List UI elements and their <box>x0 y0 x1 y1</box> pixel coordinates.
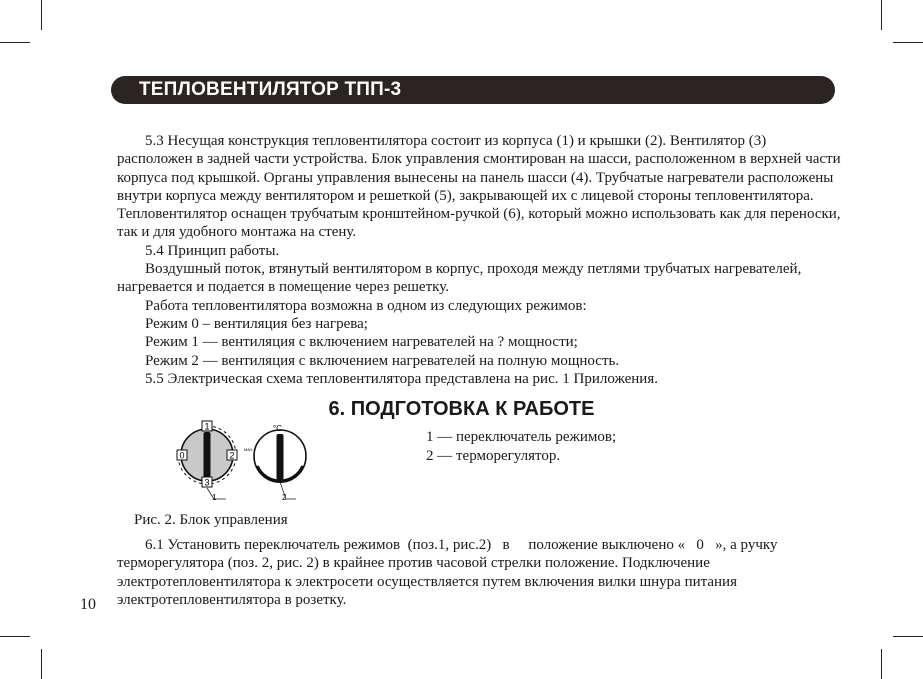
switch-label-2: 2 <box>229 450 235 461</box>
switch-position-1-label <box>202 421 212 432</box>
callout-1 <box>207 488 226 502</box>
paragraph-6-1: 6.1 Установить переключатель режимов (поз.1, рис.2) в положение выключено « 0 », а ручку терморегулятора (поз. 2, рис. 2) в крайнее против часовой стрелки положение. Подключение электротепловентилятора к электросети осуществляется путем включения вилки шнура питания электротепловентилятора в розетку. <box>117 537 782 608</box>
callout-2 <box>280 482 296 502</box>
crop-mark <box>893 636 923 637</box>
page-title: ТЕПЛОВЕНТИЛЯТОР ТПП-3 <box>139 79 402 100</box>
header-bar <box>111 76 835 104</box>
switch-label-0: 0 <box>179 450 185 461</box>
section-6-text <box>117 536 842 609</box>
crop-mark <box>881 649 882 679</box>
paragraph-modes-intro: Работа тепловентилятора возможна в одном из следующих режимов: <box>145 297 587 314</box>
thermoregulator-knob <box>244 424 306 482</box>
section-5-text <box>117 132 842 388</box>
figure-legend <box>426 428 616 466</box>
paragraph-5-5: 5.5 Электрическая схема тепловентилятора представлена на рис. 1 Приложения. <box>145 370 658 387</box>
crop-mark <box>41 0 42 30</box>
legend-item-2: 2 — терморегулятор. <box>426 448 561 464</box>
mode-0: Режим 0 – вентиляция без нагрева; <box>145 315 368 332</box>
callout-label-2: 2 <box>282 493 287 502</box>
switch-position-2-label <box>227 450 237 461</box>
paragraph-5-4: 5.4 Принцип работы. <box>145 242 280 259</box>
thermo-max-label: MAX <box>244 447 253 452</box>
crop-mark <box>0 42 30 43</box>
mode-2: Режим 2 — вентиляция с включением нагревателей на полную мощность. <box>145 352 620 369</box>
mode-1: Режим 1 — вентиляция с включением нагревателей на ? мощности; <box>145 334 578 351</box>
paragraph-airflow: Воздушный поток, втянутый вентилятором в корпус, проходя между петлями трубчатых нагревателей, нагревается и подается в помещение через решетку. <box>117 261 802 296</box>
switch-label-1: 1 <box>204 421 210 432</box>
paragraph-5-3: 5.3 Несущая конструкция тепловентилятора состоит из корпуса (1) и крышки (2). Вентилятор (3) расположен в задней части устройства. Блок управления смонтирован на шасси, расположенном в верхней части корпуса под крышкой. Органы управления вынесены на панель шасси (4). Трубчатые нагреватели расположены внутри корпуса между вентилятором и решеткой (5), закрывающей их с лицевой стороны тепловентилятора. Тепловентилятор оснащен трубчатым кронштейном-ручкой (6), который можно использовать как для переноски, так и для удобного монтажа на стену. <box>117 133 841 241</box>
figure-caption: Рис. 2. Блок управления <box>134 512 288 528</box>
crop-mark <box>881 0 882 30</box>
switch-position-0-label <box>177 450 187 461</box>
control-unit-figure <box>170 418 310 504</box>
switch-label-3: 3 <box>204 477 210 488</box>
section-title: 6. ПОДГОТОВКА К РАБОТЕ <box>328 398 595 420</box>
crop-mark <box>0 636 30 637</box>
switch-position-3-label <box>202 477 212 488</box>
crop-mark <box>41 649 42 679</box>
thermo-unit-label: °С <box>273 424 282 433</box>
page-number: 10 <box>80 596 96 613</box>
callout-label-1: 1 <box>212 493 217 502</box>
crop-mark <box>893 42 923 43</box>
legend-item-1: 1 — переключатель режимов; <box>426 429 617 445</box>
